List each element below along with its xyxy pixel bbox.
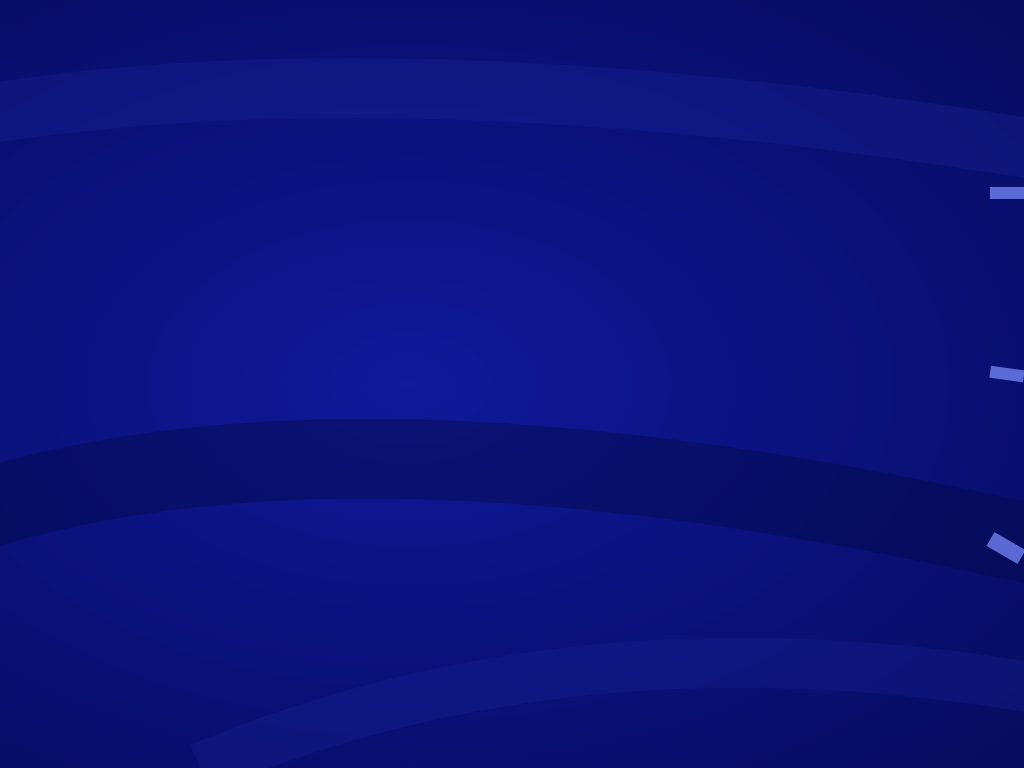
decor-tab — [986, 532, 1024, 564]
decor-tab — [989, 366, 1024, 383]
decor-tab — [990, 187, 1024, 199]
